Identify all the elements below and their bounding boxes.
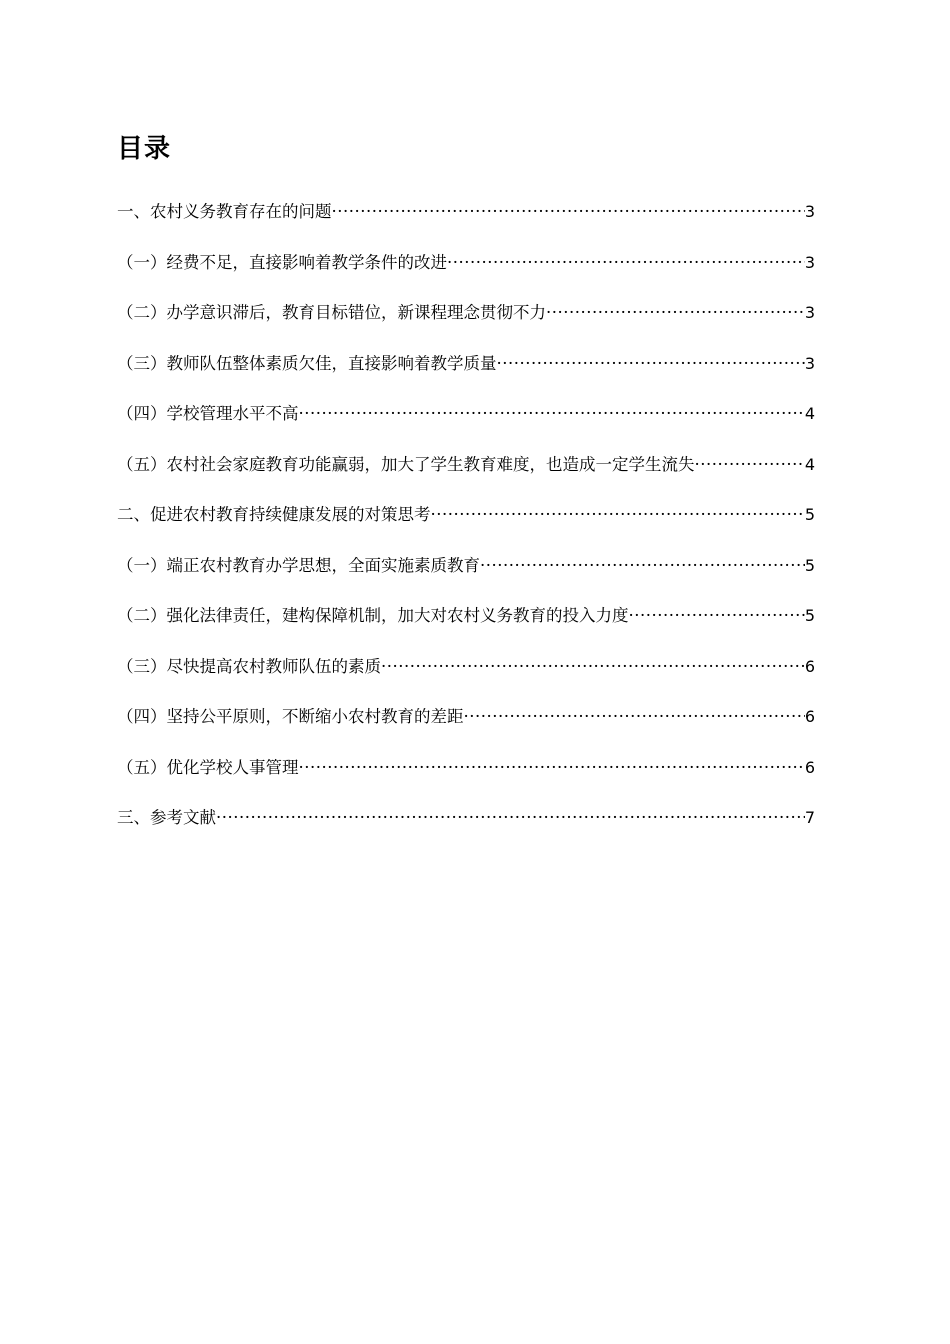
toc-entry-text: （三）教师队伍整体素质欠佳，直接影响着教学质量 [117, 353, 497, 373]
toc-leader-dots [464, 699, 805, 735]
toc-leader-dots [497, 346, 805, 382]
toc-entry-text: （五）优化学校人事管理 [117, 757, 299, 777]
toc-entry[interactable] [117, 194, 815, 245]
toc-page-number: 6 [804, 757, 815, 777]
toc-entry[interactable] [117, 396, 815, 447]
toc-entry[interactable] [117, 447, 815, 498]
toc-leader-dots [695, 447, 805, 483]
toc-entry[interactable] [117, 295, 815, 346]
toc-entry[interactable] [117, 548, 815, 599]
toc-entry[interactable] [117, 598, 815, 649]
toc-entry-text: 三、参考文献 [117, 808, 216, 827]
toc-entry[interactable] [117, 750, 815, 801]
toc-leader-dots [447, 245, 805, 281]
toc-entry-text: （四）学校管理水平不高 [117, 404, 299, 423]
toc-title: 目录 [117, 134, 172, 164]
toc-list [117, 194, 815, 851]
toc-leader-dots [299, 750, 805, 786]
toc-page-number: 7 [804, 808, 815, 827]
toc-leader-dots [431, 497, 805, 533]
toc-leader-dots [332, 194, 805, 230]
toc-page-number: 5 [804, 555, 815, 575]
toc-entry-text: （二）办学意识滞后，教育目标错位，新课程理念贯彻不力 [117, 303, 546, 322]
toc-entry-text: （三）尽快提高农村教师队伍的素质 [117, 656, 381, 676]
toc-page-number: 3 [804, 252, 815, 272]
toc-entry[interactable] [117, 649, 815, 700]
toc-page-number: 6 [804, 707, 815, 726]
toc-page-number: 4 [804, 404, 815, 423]
toc-entry-text: 二、促进农村教育持续健康发展的对策思考 [117, 505, 431, 524]
toc-entry[interactable] [117, 346, 815, 397]
toc-entry-text: （二）强化法律责任，建构保障机制，加大对农村义务教育的投入力度 [117, 606, 629, 625]
toc-page-number: 5 [804, 606, 815, 625]
toc-entry-text: （一）经费不足，直接影响着教学条件的改进 [117, 252, 447, 272]
toc-entry-text: （四）坚持公平原则，不断缩小农村教育的差距 [117, 707, 464, 726]
toc-entry[interactable] [117, 800, 815, 851]
toc-leader-dots [299, 396, 805, 432]
toc-page-number: 5 [804, 505, 815, 524]
toc-page-number: 3 [804, 202, 815, 221]
toc-page-number: 3 [804, 303, 815, 322]
toc-entry[interactable] [117, 245, 815, 296]
toc-entry-text: 一、农村义务教育存在的问题 [117, 202, 332, 221]
toc-entry-text: （五）农村社会家庭教育功能赢弱，加大了学生教育难度，也造成一定学生流失 [117, 454, 695, 474]
toc-page-number: 3 [804, 353, 815, 373]
toc-leader-dots [216, 800, 805, 836]
toc-page-number: 6 [804, 656, 815, 676]
toc-leader-dots [480, 548, 805, 584]
toc-leader-dots [381, 649, 805, 685]
toc-entry[interactable] [117, 497, 815, 548]
toc-entry[interactable] [117, 699, 815, 750]
toc-entry-text: （一）端正农村教育办学思想，全面实施素质教育 [117, 555, 480, 575]
toc-leader-dots [546, 295, 805, 331]
toc-leader-dots [629, 598, 805, 634]
toc-page-number: 4 [804, 454, 815, 474]
